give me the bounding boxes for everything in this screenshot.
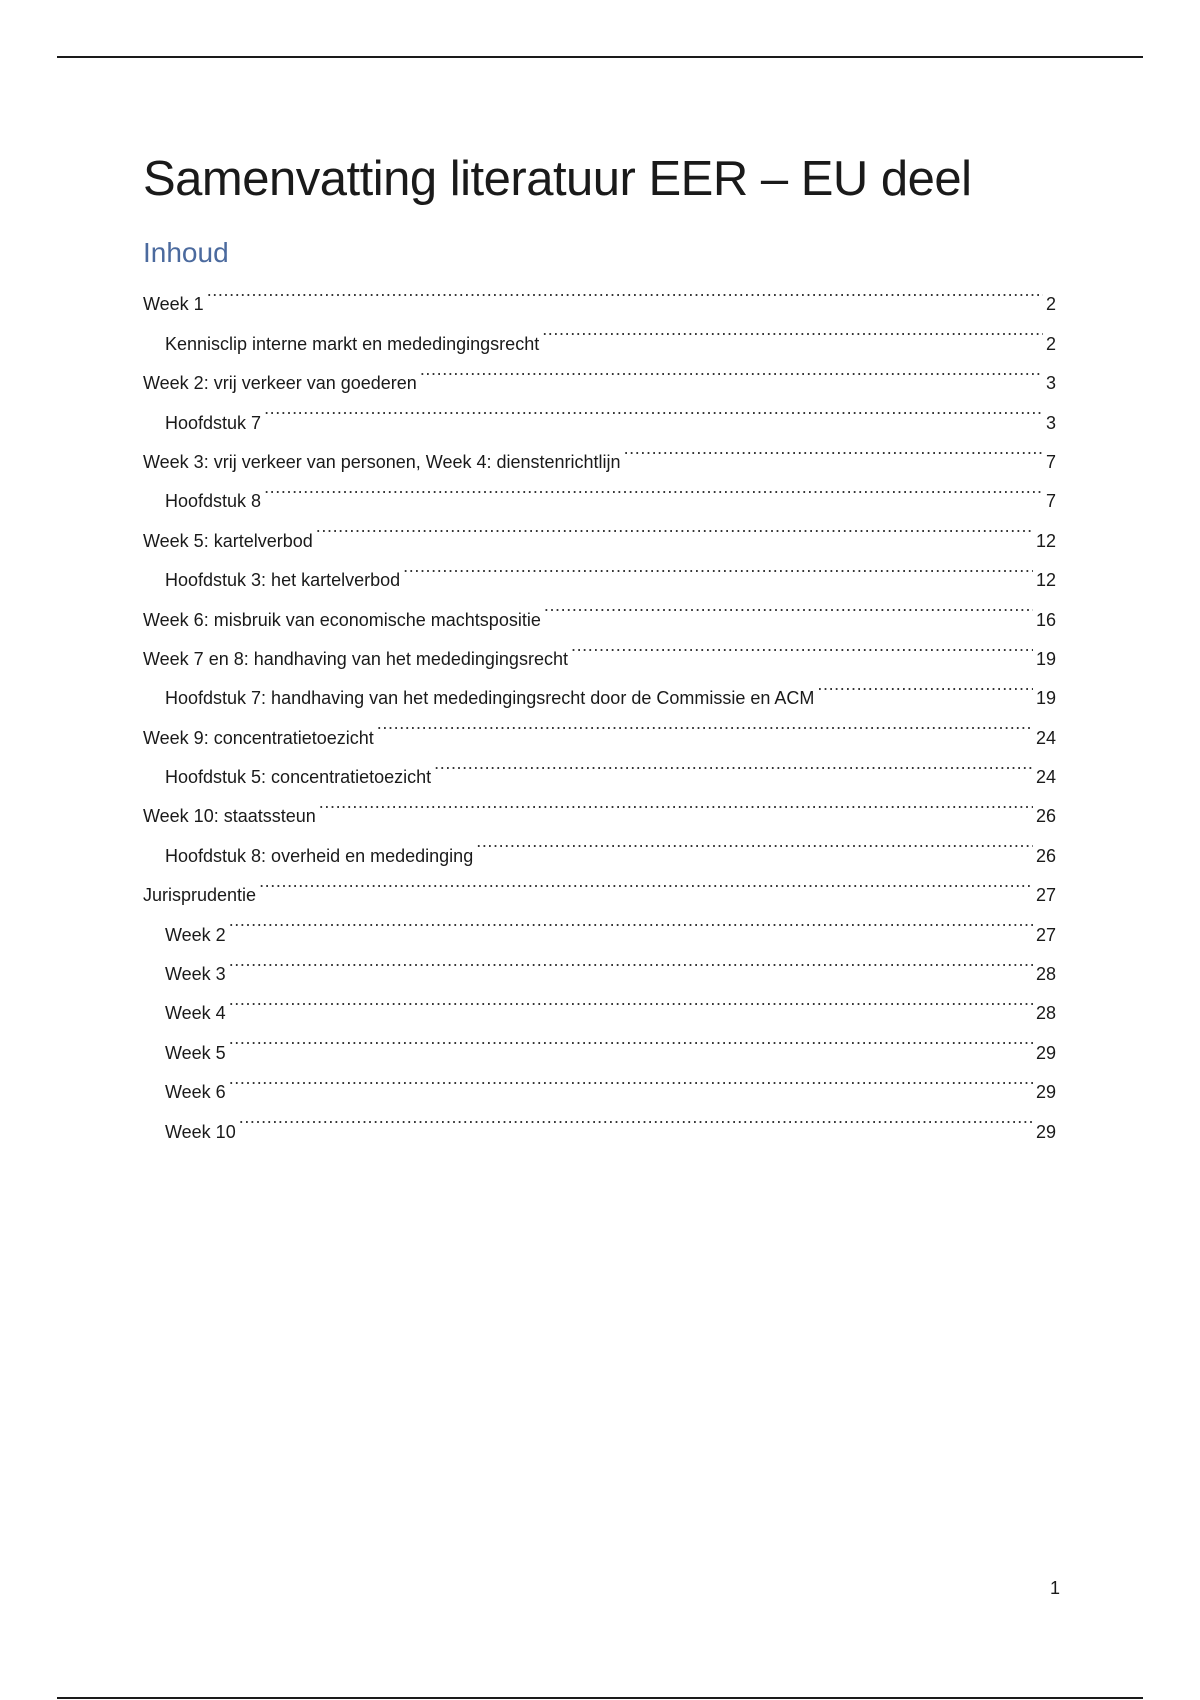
toc-entry[interactable] (143, 980, 1056, 1024)
toc-entry-page: 19 (1035, 648, 1056, 669)
toc-entry-page: 29 (1035, 1082, 1056, 1103)
toc-entry-page: 24 (1035, 727, 1056, 748)
toc-entry-page: 7 (1045, 451, 1056, 472)
toc-entry-page: 16 (1035, 609, 1056, 630)
document-title: Samenvatting literatuur EER – EU deel (143, 152, 972, 206)
toc-dot-leader (229, 1019, 1033, 1058)
toc-entry-page: 29 (1035, 1042, 1056, 1063)
toc-dot-leader (817, 665, 1033, 704)
toc-dot-leader (229, 980, 1033, 1019)
toc-entry[interactable] (143, 271, 1056, 315)
toc-entry[interactable] (143, 389, 1056, 433)
toc-entry-label: Week 6: misbruik van economische machtspositie (143, 609, 541, 630)
toc-entry-page: 3 (1045, 373, 1056, 394)
page-content (143, 145, 1056, 1142)
toc-dot-leader (229, 941, 1033, 980)
footer-rule (57, 1697, 1143, 1699)
toc-entry-label: Week 4 (165, 1003, 226, 1024)
toc-entry[interactable] (143, 429, 1056, 472)
toc-dot-leader (316, 507, 1033, 546)
header-rule (57, 56, 1143, 58)
toc-entry[interactable] (143, 901, 1056, 945)
toc-entry-label: Week 6 (165, 1082, 226, 1103)
toc-entry-page: 27 (1035, 885, 1056, 906)
toc-dot-leader (259, 862, 1033, 901)
toc-dot-leader (544, 586, 1033, 625)
toc-dot-leader (207, 271, 1043, 310)
toc-entry-page: 12 (1035, 570, 1056, 591)
toc-entry-page: 29 (1035, 1121, 1056, 1142)
toc-entry-label: Week 2 (165, 924, 226, 945)
toc-entry[interactable] (143, 310, 1056, 354)
toc-entry-label: Hoofdstuk 3: het kartelverbod (165, 570, 401, 591)
toc-entry-label: Hoofdstuk 8: overheid en mededinging (165, 845, 474, 866)
table-of-contents (143, 271, 1056, 1142)
toc-entry-label: Week 3: vrij verkeer van personen, Week 4: dienstenrichtlijn (143, 451, 621, 472)
page-number: 1 (1049, 1578, 1060, 1598)
toc-entry-label: Hoofdstuk 5: concentratietoezicht (165, 767, 432, 788)
toc-dot-leader (434, 744, 1033, 783)
toc-entry-page: 2 (1045, 333, 1056, 354)
toc-heading: Inhoud (143, 237, 229, 268)
toc-entry-label: Week 7 en 8: handhaving van het mededingingsrecht (143, 648, 568, 669)
toc-entry-label: Hoofdstuk 7: handhaving van het mededingingsrecht door de Commissie en ACM (165, 688, 815, 709)
toc-entry[interactable] (143, 1019, 1056, 1063)
toc-entry-label: Week 1 (143, 294, 204, 315)
toc-dot-leader (319, 783, 1033, 822)
toc-dot-leader (571, 626, 1033, 665)
toc-dot-leader (420, 350, 1043, 389)
toc-entry-label: Week 3 (165, 964, 226, 985)
toc-entry-label: Week 5: kartelverbod (143, 530, 313, 551)
toc-dot-leader (377, 704, 1033, 743)
toc-entry-label: Week 5 (165, 1042, 226, 1063)
toc-entry-label: Kennisclip interne markt en mededingingsrecht (165, 333, 540, 354)
toc-dot-leader (264, 389, 1043, 428)
toc-entry-label: Hoofdstuk 7 (165, 412, 262, 433)
toc-entry-label: Jurisprudentie (143, 885, 257, 906)
toc-dot-leader (264, 468, 1043, 507)
toc-entry-page: 19 (1035, 688, 1056, 709)
toc-entry[interactable] (143, 1098, 1056, 1142)
toc-entry-page: 28 (1035, 964, 1056, 985)
toc-dot-leader (624, 429, 1043, 468)
toc-entry-page: 12 (1035, 530, 1056, 551)
toc-entry-page: 26 (1035, 806, 1056, 827)
toc-entry[interactable] (143, 507, 1056, 551)
toc-entry-page: 28 (1035, 1003, 1056, 1024)
toc-entry-label: Hoofdstuk 8 (165, 491, 262, 512)
toc-entry-label: Week 9: concentratietoezicht (143, 727, 374, 748)
toc-dot-leader (229, 901, 1033, 940)
toc-entry-label: Week 10: staatssteun (143, 806, 316, 827)
toc-entry-label: Week 2: vrij verkeer van goederen (143, 373, 417, 394)
toc-entry[interactable] (143, 862, 1056, 906)
toc-entry-page: 7 (1045, 491, 1056, 512)
toc-entry-page: 2 (1045, 294, 1056, 315)
toc-entry[interactable] (143, 468, 1056, 512)
toc-entry[interactable] (143, 941, 1056, 985)
toc-dot-leader (542, 310, 1043, 349)
toc-entry[interactable] (143, 1059, 1056, 1103)
toc-entry-page: 24 (1035, 767, 1056, 788)
toc-dot-leader (476, 822, 1033, 861)
toc-entry-page: 26 (1035, 845, 1056, 866)
toc-dot-leader (239, 1098, 1033, 1137)
toc-dot-leader (403, 547, 1033, 586)
toc-dot-leader (229, 1059, 1033, 1098)
toc-entry-page: 27 (1035, 924, 1056, 945)
toc-entry-label: Week 10 (165, 1121, 236, 1142)
toc-entry-page: 3 (1045, 412, 1056, 433)
